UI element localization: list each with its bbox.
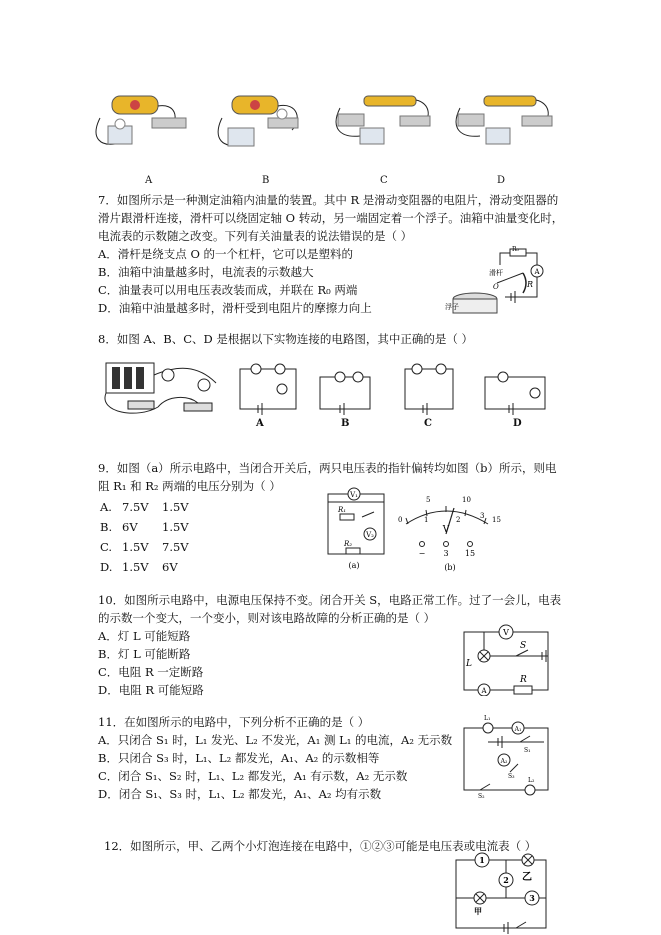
- q9-terminal-minus: −: [418, 549, 426, 558]
- q6-circuit-d: [456, 96, 552, 144]
- q9-stem-line2: 阻 R₁ 和 R₂ 两端的电压分别为（ ）: [98, 479, 281, 493]
- q11-stem: 11．在如图所示的电路中，下列分析不正确的是（ ）: [98, 715, 370, 729]
- q9-voltmeter-dial: [396, 488, 506, 572]
- q10-option-b: B．灯 L 可能断路: [98, 647, 191, 661]
- q12-meter-1: 1: [479, 855, 485, 865]
- q12-meter-2: 2: [503, 875, 509, 885]
- q8-circuit-diagrams: [98, 355, 558, 427]
- q9-terminal-3: 3: [443, 549, 449, 558]
- q9-caption-a: (a): [348, 561, 360, 570]
- q9-v-symbol: V: [442, 525, 450, 535]
- q7-o-label: O: [493, 283, 499, 291]
- q6-circuit-a: [96, 96, 186, 144]
- q9-v2-label: V₂: [366, 531, 374, 539]
- q6-label-b: B: [262, 175, 270, 186]
- q9-tick-1: 1: [424, 516, 429, 524]
- q6-circuit-b: [218, 96, 298, 146]
- q9-tick-2: 2: [456, 516, 461, 524]
- q9-option-c: C. 1.5V 7.5V: [100, 540, 189, 554]
- q6-label-d: D: [497, 175, 506, 186]
- q7-option-a: A．滑杆是绕支点 O 的一个杠杆，它可以是塑料的: [98, 247, 354, 261]
- q7-stem-line3: 电流表的示数随之改变。下列有关油量表的说法错误的是（ ）: [98, 229, 413, 243]
- q9-tick-15: 15: [492, 516, 501, 524]
- q10-stem-line2: 的示数一个变大，一个变小，则对该电路故障的分析正确的是（ ）: [98, 611, 436, 625]
- q6-figures: [90, 88, 560, 178]
- q7-r0-label: R₀: [512, 246, 519, 253]
- q9-caption-b: (b): [444, 563, 456, 572]
- q11-a2-label: A₂: [500, 758, 508, 765]
- q7-float-label: 浮子: [445, 303, 459, 311]
- q10-voltmeter-label: V: [503, 628, 509, 637]
- q8-label-a: A: [256, 418, 264, 429]
- q7-option-d: D．油箱中油量越多时，滑杆受到电阻片的摩擦力向上: [98, 301, 372, 315]
- q10-l-label: L: [466, 659, 472, 669]
- q7-stem-line1: 7．如图所示是一种测定油箱内油量的装置。其中 R 是滑动变阻器的电阻片，滑动变阻器的: [98, 193, 559, 207]
- q10-option-a: A．灯 L 可能短路: [98, 629, 191, 643]
- q12-circuit: [446, 852, 556, 934]
- q9-tick-0: 0: [398, 516, 403, 524]
- q12-stem: 12．如图所示，甲、乙两个小灯泡连接在电路中，①②③可能是电压表或电流表（ ）: [104, 839, 537, 853]
- q9-tick-5: 5: [426, 496, 431, 504]
- q8-label-c: C: [424, 418, 432, 429]
- q9-r1-label: R₁: [338, 506, 347, 514]
- q10-option-d: D．电阻 R 可能短路: [98, 683, 204, 697]
- q7-option-b: B．油箱中油量越多时，电流表的示数越大: [98, 265, 314, 279]
- q9-option-b: B. 6V 1.5V: [100, 520, 189, 534]
- q8-label-d: D: [513, 418, 522, 429]
- q12-meter-3: 3: [529, 893, 535, 903]
- q9-tick-3: 3: [480, 512, 485, 520]
- q11-option-a: A．只闭合 S₁ 时，L₁ 发光、L₂ 不发光，A₁ 测 L₁ 的电流，A₂ 无示数: [98, 733, 453, 747]
- q11-s1-label: S₁: [524, 747, 531, 754]
- q11-s3-label: S₃: [508, 773, 515, 780]
- q9-terminal-15: 15: [464, 549, 476, 558]
- q10-r-label: R: [520, 675, 527, 685]
- q11-s2-label: S₂: [478, 793, 485, 800]
- q8-diagram-b: [320, 372, 370, 415]
- q12-bulb-yi-label: 乙: [522, 872, 532, 883]
- q9-r2-label: R₂: [344, 540, 353, 548]
- q10-option-c: C．电阻 R 一定断路: [98, 665, 204, 679]
- q11-option-d: D．闭合 S₁、S₃ 时，L₁、L₂ 都发光，A₁、A₂ 均有示数: [98, 787, 382, 801]
- q11-option-b: B．只闭合 S₃ 时，L₁、L₂ 都发光，A₁、A₂ 的示数相等: [98, 751, 380, 765]
- q10-circuit: [458, 620, 554, 696]
- q7-slider-label: 滑杆: [489, 269, 503, 277]
- q11-a1-label: A₁: [514, 726, 522, 733]
- q8-diagram-d: [485, 372, 545, 415]
- q6-circuit-photos: [90, 88, 560, 178]
- q11-l1-label: L₁: [484, 715, 491, 722]
- q7-oil-tank-diagram: [445, 245, 555, 323]
- q9-option-d: D. 1.5V 6V: [100, 560, 178, 574]
- q8-diagram-c: [405, 364, 453, 415]
- q6-circuit-c: [336, 96, 430, 144]
- q12-bulb-jia-label: 甲: [474, 906, 482, 916]
- q9-stem-line1: 9．如图（a）所示电路中，当闭合开关后，两只电压表的指针偏转均如图（b）所示，则电: [98, 461, 557, 475]
- q9-circuit-a: [318, 484, 398, 572]
- q8-label-b: B: [341, 418, 350, 429]
- q6-label-a: A: [145, 175, 153, 186]
- q9-v1-label: V₁: [350, 491, 358, 499]
- q10-ammeter-label: A: [481, 687, 487, 695]
- q8-diagram-a: [240, 364, 296, 415]
- q7-stem-line2: 滑片跟滑杆连接，滑杆可以绕固定轴 O 转动，另一端固定着一个浮子。油箱中油量变化时，: [98, 211, 564, 225]
- q10-stem-line1: 10．如图所示电路中，电源电压保持不变。闭合开关 S，电路正常工作。过了一会儿，电表: [98, 593, 562, 607]
- q8-physical-setup: [105, 363, 216, 413]
- q6-label-c: C: [380, 175, 388, 186]
- q7-r-label: R: [527, 280, 534, 289]
- q10-s-label: S: [520, 641, 527, 651]
- q8-stem: 8．如图 A、B、C、D 是根据以下实物连接的电路图，其中正确的是（ ）: [98, 332, 474, 346]
- q9-tick-10: 10: [462, 496, 471, 504]
- q11-circuit: [458, 712, 554, 800]
- q7-ammeter-label: A: [534, 268, 540, 276]
- q9-option-a: A. 7.5V 1.5V: [100, 500, 189, 514]
- q11-l2-label: L₂: [528, 777, 535, 784]
- q7-option-c: C．油量表可以用电压表改装而成，并联在 R₀ 两端: [98, 283, 358, 297]
- q11-option-c: C．闭合 S₁、S₂ 时，L₁、L₂ 都发光，A₁ 有示数，A₂ 无示数: [98, 769, 408, 783]
